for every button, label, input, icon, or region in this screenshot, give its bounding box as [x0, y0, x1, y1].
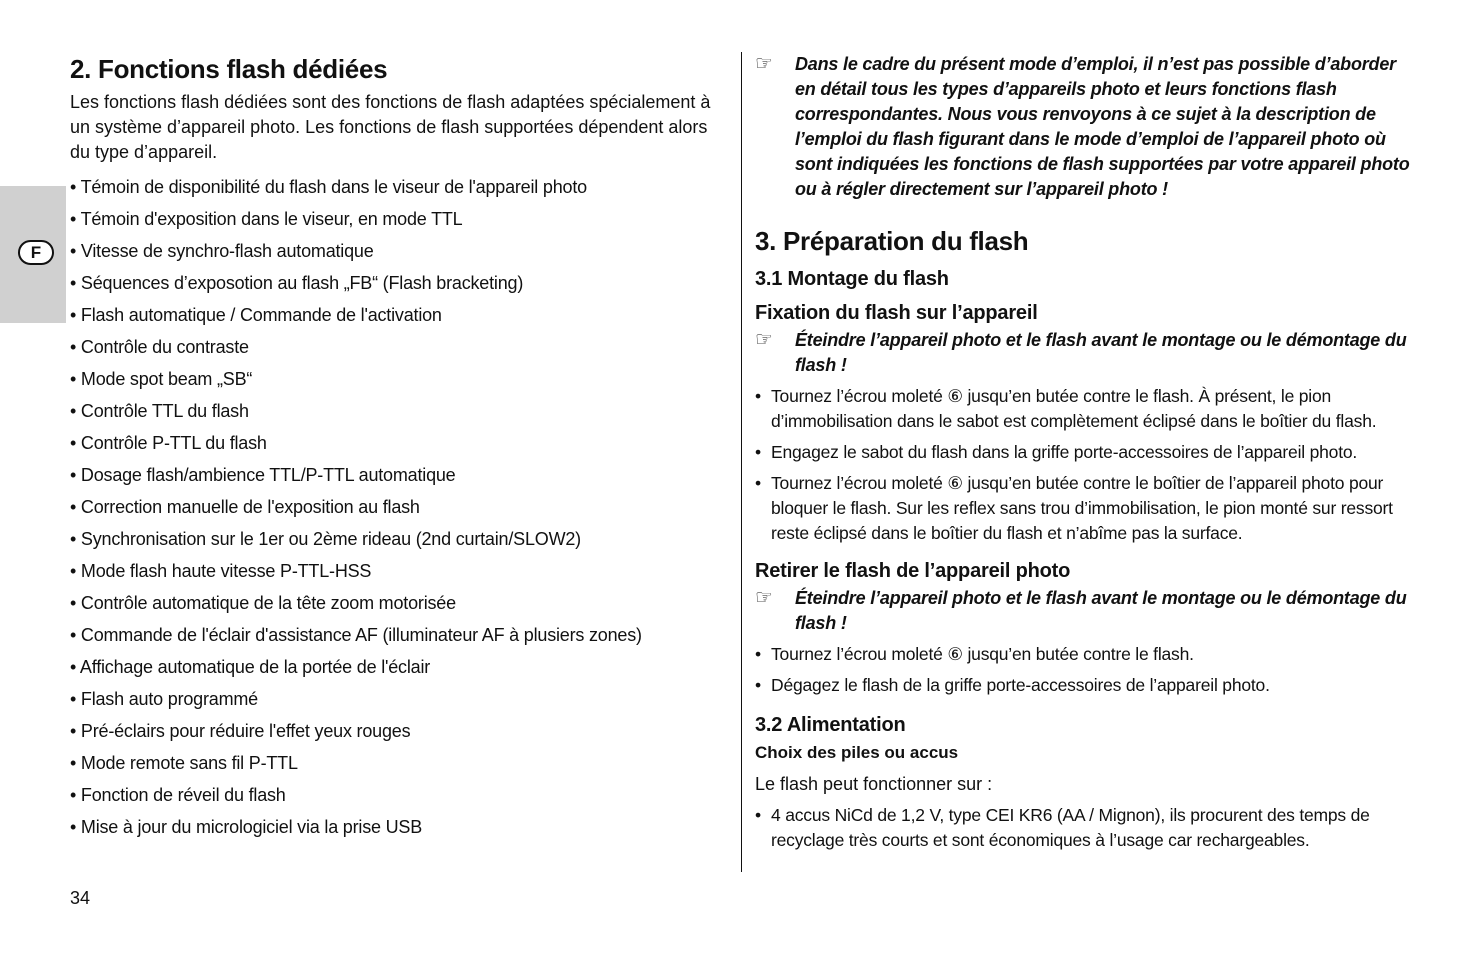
feature-list-item: • Vitesse de synchro-flash automatique [70, 241, 374, 261]
feature-list-item: • Affichage automatique de la portée de l'éclair [70, 657, 431, 677]
left-column [70, 52, 720, 843]
section-heading-preparation: 3. Préparation du flash [755, 226, 1029, 256]
bullet-item [755, 673, 1420, 698]
section-heading-dedicated-functions: 2. Fonctions flash dédiées [70, 54, 388, 84]
remove-heading: Retirer le flash de l’appareil photo [755, 560, 1071, 582]
feature-list-item: • Contrôle automatique de la tête zoom motorisée [70, 593, 456, 613]
bullet-item [755, 471, 1420, 546]
feature-list-item: • Séquences d’exposotion au flash „FB“ (Flash bracketing) [70, 273, 524, 293]
feature-list-item: • Contrôle du contraste [70, 337, 249, 357]
fixation-heading: Fixation du flash sur l’appareil [755, 302, 1038, 324]
intro-paragraph: Les fonctions flash dédiées sont des fonctions de flash adaptées spécialement à un système d’appareil photo. Les fonctions de flash supportées dépendent alors du type d’appareil. [70, 92, 711, 162]
note-callout [755, 586, 1420, 636]
fixation-bullet-list [755, 384, 1420, 546]
feature-list-item: • Synchronisation sur le 1er ou 2ème rideau (2nd curtain/SLOW2) [70, 529, 581, 549]
feature-list-item: • Contrôle P-TTL du flash [70, 433, 267, 453]
bullet-text: Engagez le sabot du flash dans la griffe porte-accessoires de l’appareil photo. [771, 442, 1358, 462]
subsection-heading-mounting: 3.1 Montage du flash [755, 268, 949, 290]
feature-list-item: • Mode flash haute vitesse P-TTL-HSS [70, 561, 372, 581]
bullet-item [755, 642, 1420, 667]
bullet-item [755, 803, 1420, 853]
pointing-hand-icon: ☞ [755, 53, 773, 75]
bullet-marker: • [755, 473, 761, 493]
feature-list [70, 171, 720, 843]
bullet-text: Dégagez le flash de la griffe porte-accessoires de l’appareil photo. [771, 675, 1270, 695]
bullet-text: Tournez l’écrou moleté ⑥ jusqu’en butée contre le flash. [771, 644, 1194, 664]
note-text: Éteindre l’appareil photo et le flash avant le montage ou le démontage du flash ! [795, 330, 1407, 375]
bullet-text: Tournez l’écrou moleté ⑥ jusqu’en butée contre le flash. À présent, le pion d’immobilisation dans le sabot est complètement éclipsé dans le boîtier du flash. [771, 386, 1377, 431]
feature-list-item: • Témoin de disponibilité du flash dans le viseur de l'appareil photo [70, 177, 587, 197]
bullet-text: Tournez l’écrou moleté ⑥ jusqu’en butée contre le boîtier de l’appareil photo pour bloquer le flash. Sur les reflex sans trou d’immobilisation, le pion monté sur ressort reste éclipsé dans le boîtier du flash et n’abîme pas la surface. [771, 473, 1393, 543]
feature-list-item: • Commande de l'éclair d'assistance AF (illuminateur AF à plusiers zones) [70, 625, 642, 645]
subsection-heading-power: 3.2 Alimentation [755, 714, 906, 736]
bullet-marker: • [755, 805, 761, 825]
feature-list-item: • Correction manuelle de l'exposition au flash [70, 497, 420, 517]
feature-list-item: • Mode remote sans fil P-TTL [70, 753, 298, 773]
bullet-text: 4 accus NiCd de 1,2 V, type CEI KR6 (AA / Mignon), ils procurent des temps de recyclage très courts et sont économiques à l’usage car rechargeables. [771, 805, 1370, 850]
feature-list-item: • Pré-éclairs pour réduire l'effet yeux rouges [70, 721, 411, 741]
pointing-hand-icon: ☞ [755, 587, 773, 609]
bullet-marker: • [755, 442, 761, 462]
feature-list-item: • Dosage flash/ambience TTL/P-TTL automatique [70, 465, 456, 485]
feature-list-item: • Mise à jour du micrologiciel via la prise USB [70, 817, 423, 837]
note-text: Éteindre l’appareil photo et le flash avant le montage ou le démontage du flash ! [795, 588, 1407, 633]
language-badge: F [18, 240, 54, 265]
page-number: 34 [70, 888, 91, 908]
feature-list-item: • Flash automatique / Commande de l'activation [70, 305, 442, 325]
feature-list-item: • Témoin d'exposition dans le viseur, en mode TTL [70, 209, 463, 229]
remove-bullet-list [755, 642, 1420, 698]
bullet-marker: • [755, 386, 761, 406]
feature-list-item: • Mode spot beam „SB“ [70, 369, 253, 389]
right-column [755, 52, 1420, 853]
batteries-intro: Le flash peut fonctionner sur : [755, 774, 993, 794]
column-divider [741, 52, 742, 872]
bullet-marker: • [755, 675, 761, 695]
note-text: Dans le cadre du présent mode d’emploi, il n’est pas possible d’aborder en détail tous les types d’appareils photo et leurs fonctions flash correspondantes. Nous vous renvoyons à ce sujet à la description de l’emploi du flash figurant dans le mode d’emploi de l’appareil photo où sont indiquées les fonctions de flash supportées par votre appareil photo ou à régler directement sur l’appareil photo ! [795, 54, 1410, 199]
pointing-hand-icon: ☞ [755, 329, 773, 351]
feature-list-item: • Flash auto programmé [70, 689, 258, 709]
bullet-item [755, 384, 1420, 434]
feature-list-item: • Fonction de réveil du flash [70, 785, 286, 805]
batteries-heading: Choix des piles ou accus [755, 743, 959, 762]
note-callout [755, 328, 1420, 378]
bullet-item [755, 440, 1420, 465]
feature-list-item: • Contrôle TTL du flash [70, 401, 249, 421]
batteries-bullet-list [755, 803, 1420, 853]
bullet-marker: • [755, 644, 761, 664]
note-callout [755, 52, 1420, 202]
